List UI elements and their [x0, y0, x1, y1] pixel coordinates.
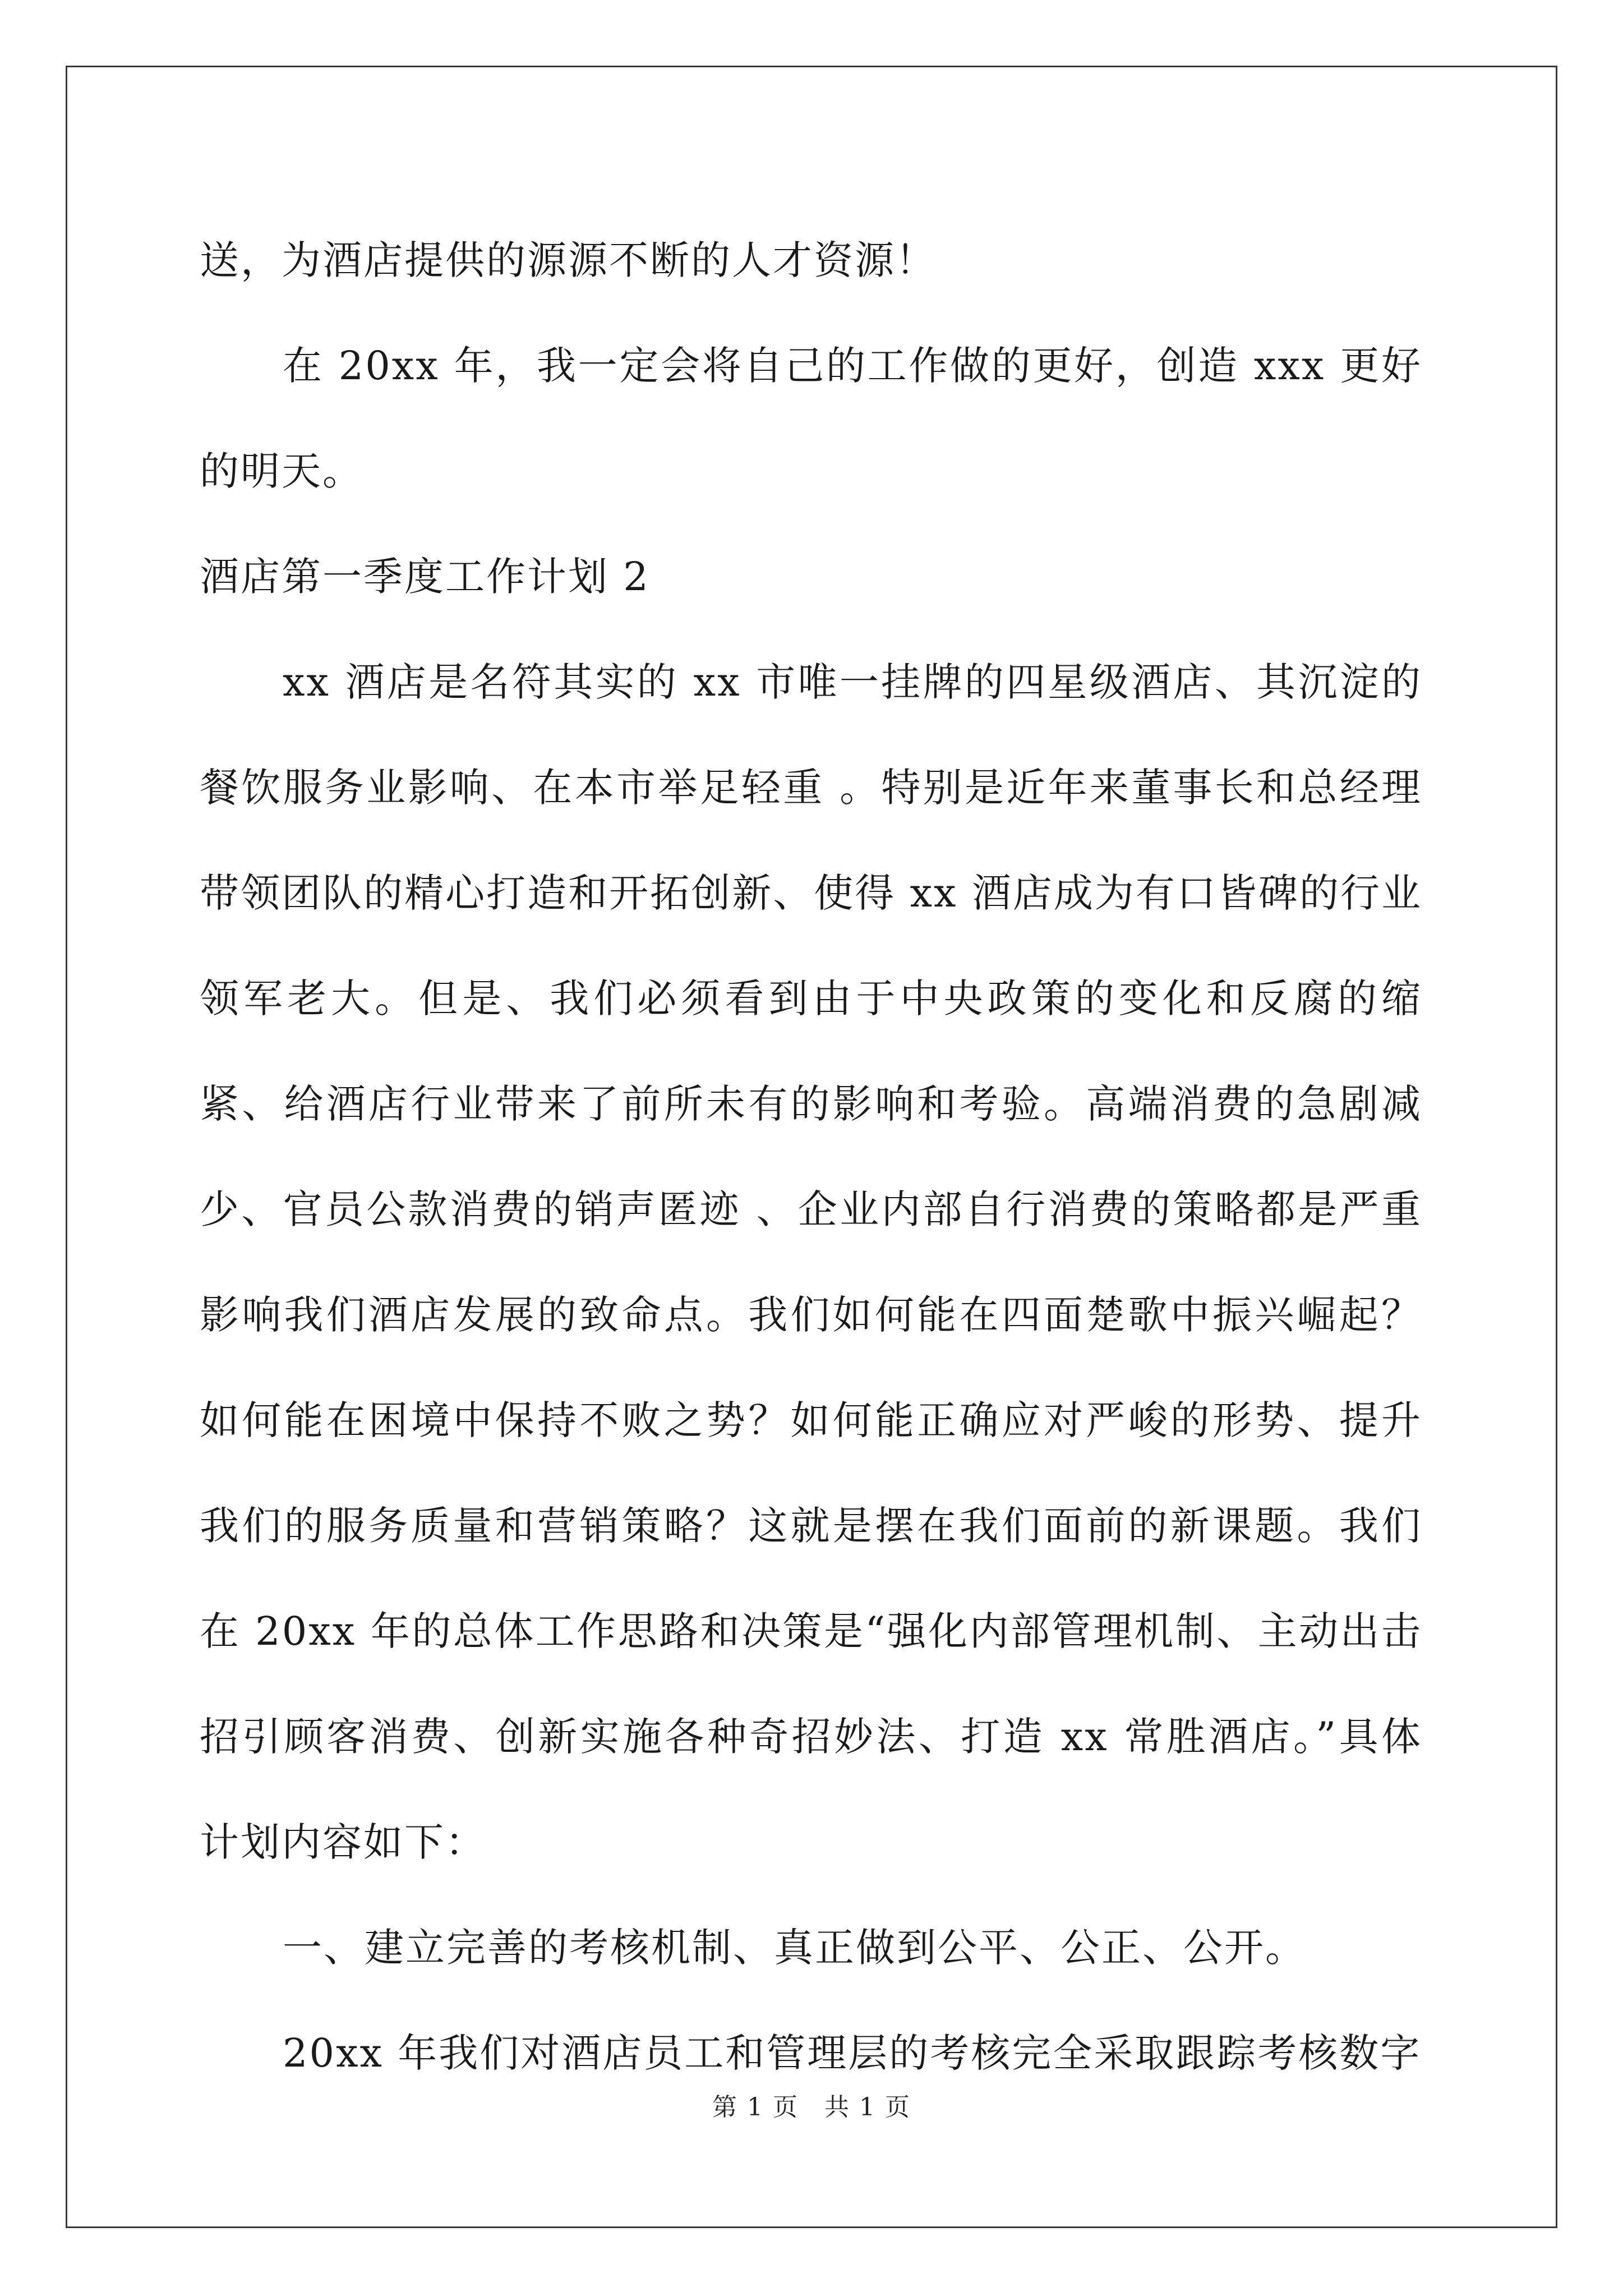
page-footer: 第 1 页 共 1 页	[712, 2093, 911, 2122]
document-body	[200, 208, 1422, 2106]
paragraph-1: 送，为酒店提供的源源不断的人才资源！	[200, 237, 937, 283]
paragraph-5: 20xx 年我们对酒店员工和管理层的考核完全采取跟踪考核数字	[283, 2030, 1422, 2076]
paragraph-2: 在 20xx 年，我一定会将自己的工作做的更好，创造 xxx 更好的明天。	[200, 343, 1422, 494]
paragraph-3: xx 酒店是名符其实的 xx 市唯一挂牌的四星级酒店、其沉淀的餐饮服务业影响、在本市举足轻重 。特别是近年来董事长和总经理带领团队的精心打造和开拓创新、使得 xx 酒店成为有口皆碑的行业领军老大。但是、我们必须看到由于中央政策的变化和反腐的缩紧、给酒店行业带来了前所未有的影响和考验。高端消费的急剧减少、官员公款消费的销声匿迹 、企业内部自行消费的策略都是严重影响我们酒店发展的致命点。我们如何能在四面楚歌中振兴崛起？如何能在困境中保持不败之势？如何能正确应对严峻的形势、提升我们的服务质量和营销策略？这就是摆在我们面前的新课题。我们在 20xx 年的总体工作思路和决策是“强化内部管理机制、主动出击招引顾客消费、创新实施各种奇招妙法、打造 xx 常胜酒店。”具体计划内容如下：	[200, 659, 1422, 1865]
section-heading: 酒店第一季度工作计划 2	[200, 554, 650, 600]
paragraph-4: 一、建立完善的考核机制、真正做到公平、公正、公开。	[283, 1925, 1306, 1971]
